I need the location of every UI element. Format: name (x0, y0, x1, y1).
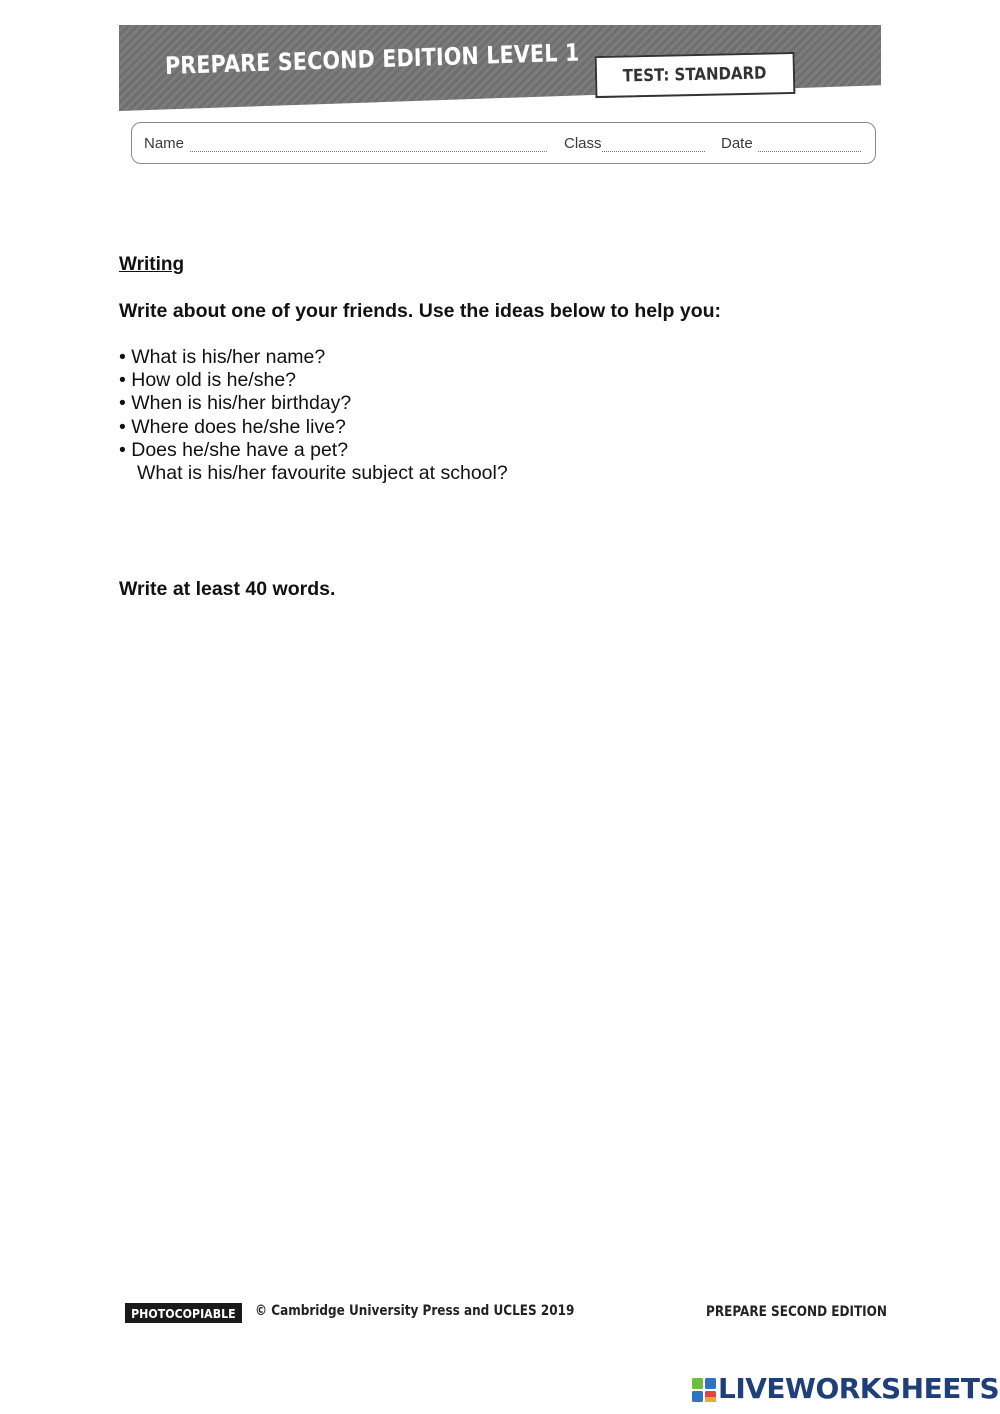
date-field[interactable] (758, 151, 861, 152)
list-item: • What is his/her name? (119, 346, 326, 368)
section-heading: Writing (119, 254, 185, 275)
liveworksheets-logo-text: LIVEWORKSHEETS (718, 1372, 1000, 1405)
student-info-box (131, 122, 876, 164)
list-item: What is his/her favourite subject at school? (137, 462, 508, 485)
test-type-box (595, 52, 796, 98)
footer-brand: PREPARE SECOND EDITION (706, 1304, 887, 1320)
copyright-notice: © Cambridge University Press and UCLES 2019 (255, 1303, 575, 1319)
name-label: Name (144, 135, 185, 152)
test-type-label: TEST: STANDARD (622, 63, 768, 87)
list-item: • Does he/she have a pet? (119, 438, 349, 461)
photocopiable-label: PHOTOCOPIABLE (131, 1305, 236, 1321)
word-count-instruction: Write at least 40 words. (119, 578, 336, 600)
class-field[interactable] (602, 151, 705, 152)
ideas-list (119, 346, 508, 485)
photocopiable-badge (125, 1303, 242, 1323)
liveworksheets-logo-icon (692, 1378, 716, 1402)
list-item: • When is his/her birthday? (119, 392, 352, 415)
list-item: • How old is he/she? (119, 369, 297, 392)
list-item: • Where does he/she live? (119, 415, 346, 438)
date-label: Date (721, 135, 753, 152)
page-title: PREPARE SECOND EDITION LEVEL 1 (164, 38, 580, 80)
task-instruction: Write about one of your friends. Use the ideas below to help you: (119, 300, 722, 322)
name-field[interactable] (190, 151, 547, 152)
class-label: Class (564, 135, 602, 152)
